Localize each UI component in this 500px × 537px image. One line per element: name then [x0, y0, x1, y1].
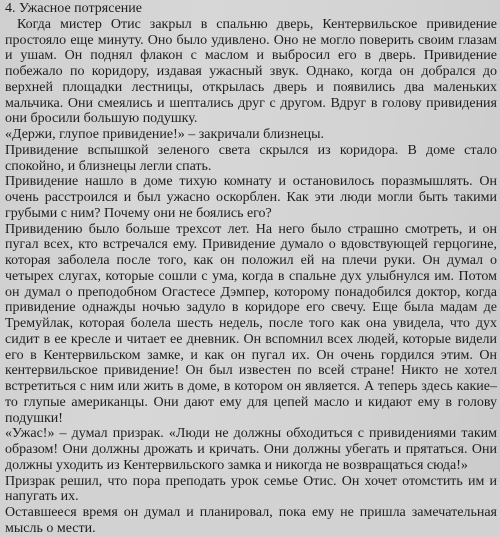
paragraph-8: Оставшееся время он думал и планировал, пока ему не пришла замечательная мысль о мести. — [5, 505, 497, 536]
chapter-heading: 4. Ужасное потрясение — [5, 1, 142, 16]
paragraph-5: Привидению было больше трехсот лет. На него было страшно смотреть, и он пугал всех, кто встречался ему. Привидение думало о вдовствующей герцогине, которая заболела после того, как он положил ей на плечи руки. Он думал о четырех слугах, которые сошли с ума, когда в спальне дух улыбнулся им. Потом он думал о преподобном Огастесе Дэмпер, которому понадобился доктор, когда привидение однажды ночью задуло в коридоре его свечу. Еще была мадам де Тремуйлак, которая болела шесть недель, после того как она увидела, что дух сидит в ее кресле и читает ее дневник. Он вспомнил всех людей, которые видели его в Кентервильском замке, и как он пугал их. Он очень гордился этим. Он кентервильское привидение! Он был известен по всей стране! Никто не хотел встретиться с ним или жить в доме, в котором он является. А теперь здесь какие–то глупые американцы. Они дают ему для цепей масло и кидают ему в голову подушки! — [5, 221, 497, 426]
page-text — [5, 1, 497, 537]
paragraph-4: Привидение нашло в доме тихую комнату и остановилось поразмышлять. Он очень расстроился и был ужасно оскорблен. Как эти люди могли быть такими грубыми с ним? Почему они не боялись его? — [5, 174, 497, 221]
paragraph-7: Призрак решил, что пора преподать урок семье Отис. Он хочет отомстить им и напугать их. — [5, 473, 497, 505]
paragraph-3: Привидение вспышкой зеленого света скрылся из коридора. В доме стало спокойно, и близнецы легли спать. — [5, 142, 497, 174]
paragraph-2: «Держи, глупое привидение!» – закричали близнецы. — [5, 127, 325, 142]
paragraph-1: Когда мистер Отис закрыл в спальню дверь, Кентервильское привидение простояло еще минуту. Оно было удивлено. Оно не могло поверить своим глазам и ушам. Он поднял флакон с маслом и выбросил его в дверь. Привидение побежало по коридору, издавая ужасный звук. Однако, когда он добрался до верхней площадки лестницы, открылась дверь и появились два маленьких мальчика. Они смеялись и шептались друг с другом. Вдруг в голову привидения они бросили большую подушку. — [5, 16, 497, 127]
paragraph-6: «Ужас!» – думал призрак. «Люди не должны обходиться с привидениями таким образом! Они должны дрожать и кричать. Они должны убегать и прятаться. Они должны уходить из Кентервильского замка и никогда не возвращаться сюда!» — [5, 426, 497, 473]
